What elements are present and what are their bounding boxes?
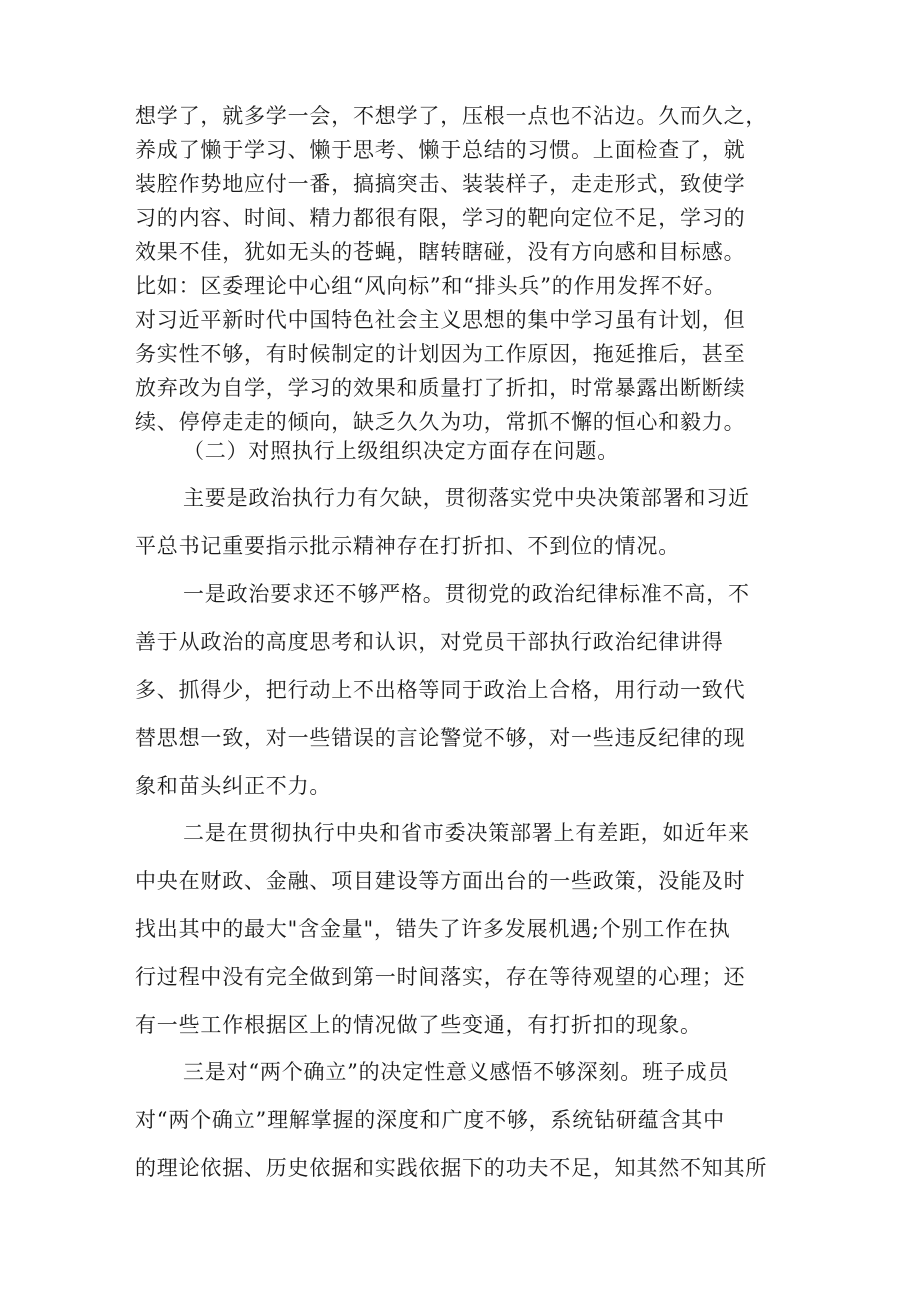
- text-line: 的理论依据、历史依据和实践依据下的功夫不足，知其然不知其所: [135, 1156, 768, 1180]
- text-line: 习的内容、时间、精力都很有限，学习的靶向定位不足，学习的: [135, 206, 746, 230]
- text-line: 养成了懒于学习、懒于思考、懒于总结的习惯。上面检查了，就: [135, 138, 746, 162]
- paragraph-point-2: [135, 809, 800, 1049]
- text-line: 比如：区委理论中心组“风向标”和“排头兵”的作用发挥不好。: [135, 274, 727, 298]
- text-line: 装腔作势地应付一番，搞搞突击、装装样子，走走形式，致使学: [135, 172, 746, 196]
- text-line: 替思想一致，对一些错误的言论警觉不够，对一些违反纪律的现: [135, 726, 746, 750]
- text-line: 效果不佳，犹如无头的苍蝇，瞎转瞎碰，没有方向感和目标感。: [135, 240, 746, 264]
- text-line: 善于从政治的高度思考和认识，对党员干部执行政治纪律讲得: [135, 630, 724, 654]
- text-line: 三是对“两个确立”的决定性意义感悟不够深刻。班子成员: [183, 1060, 730, 1084]
- text-line: 一是政治要求还不够严格。贯彻党的政治纪律标准不高，不: [183, 582, 750, 606]
- text-line: 对“两个确立”理解掌握的深度和广度不够，系统钻研蕴含其中: [135, 1108, 725, 1132]
- text-line: 行过程中没有完全做到第一时间落实，存在等待观望的心理；还: [135, 965, 746, 989]
- text-line: 续、停停走走的倾向，缺乏久久为功，常抓不懈的恒心和毅力。: [135, 410, 746, 434]
- text-line: 有一些工作根据区上的情况做了些变通，有打折扣的现象。: [135, 1013, 702, 1037]
- heading-text: （二）对照执行上级组织决定方面存在问题。: [183, 439, 619, 463]
- paragraph-main-issue: [135, 474, 800, 570]
- text-line: 想学了，就多学一会，不想学了，压根一点也不沾边。久而久之，: [135, 104, 768, 128]
- text-line: 找出其中的最大"含金量"，错失了许多发展机遇;个别工作在执: [135, 917, 731, 941]
- text-line: 放弃改为自学，学习的效果和质量打了折扣，时常暴露出断断续: [135, 376, 746, 400]
- text-line: 中央在财政、金融、项目建设等方面出台的一些政策，没能及时: [135, 869, 746, 893]
- text-line: 多、抓得少，把行动上不出格等同于政治上合格，用行动一致代: [135, 678, 746, 702]
- section-heading-2: [135, 427, 800, 475]
- paragraph-point-1: [135, 570, 800, 810]
- text-line: 务实性不够，有时候制定的计划因为工作原因，拖延推后，甚至: [135, 342, 746, 366]
- paragraph-study-habits: [135, 99, 800, 439]
- text-line: 对习近平新时代中国特色社会主义思想的集中学习虽有计划，但: [135, 308, 746, 332]
- text-line: 平总书记重要指示批示精神存在打折扣、不到位的情况。: [135, 534, 680, 558]
- paragraph-point-3: [135, 1048, 800, 1192]
- text-line: 主要是政治执行力有欠缺，贯彻落实党中央决策部署和习近: [183, 486, 750, 510]
- text-line: 二是在贯彻执行中央和省市委决策部署上有差距，如近年来: [183, 821, 750, 845]
- text-line: 象和苗头纠正不力。: [135, 774, 332, 798]
